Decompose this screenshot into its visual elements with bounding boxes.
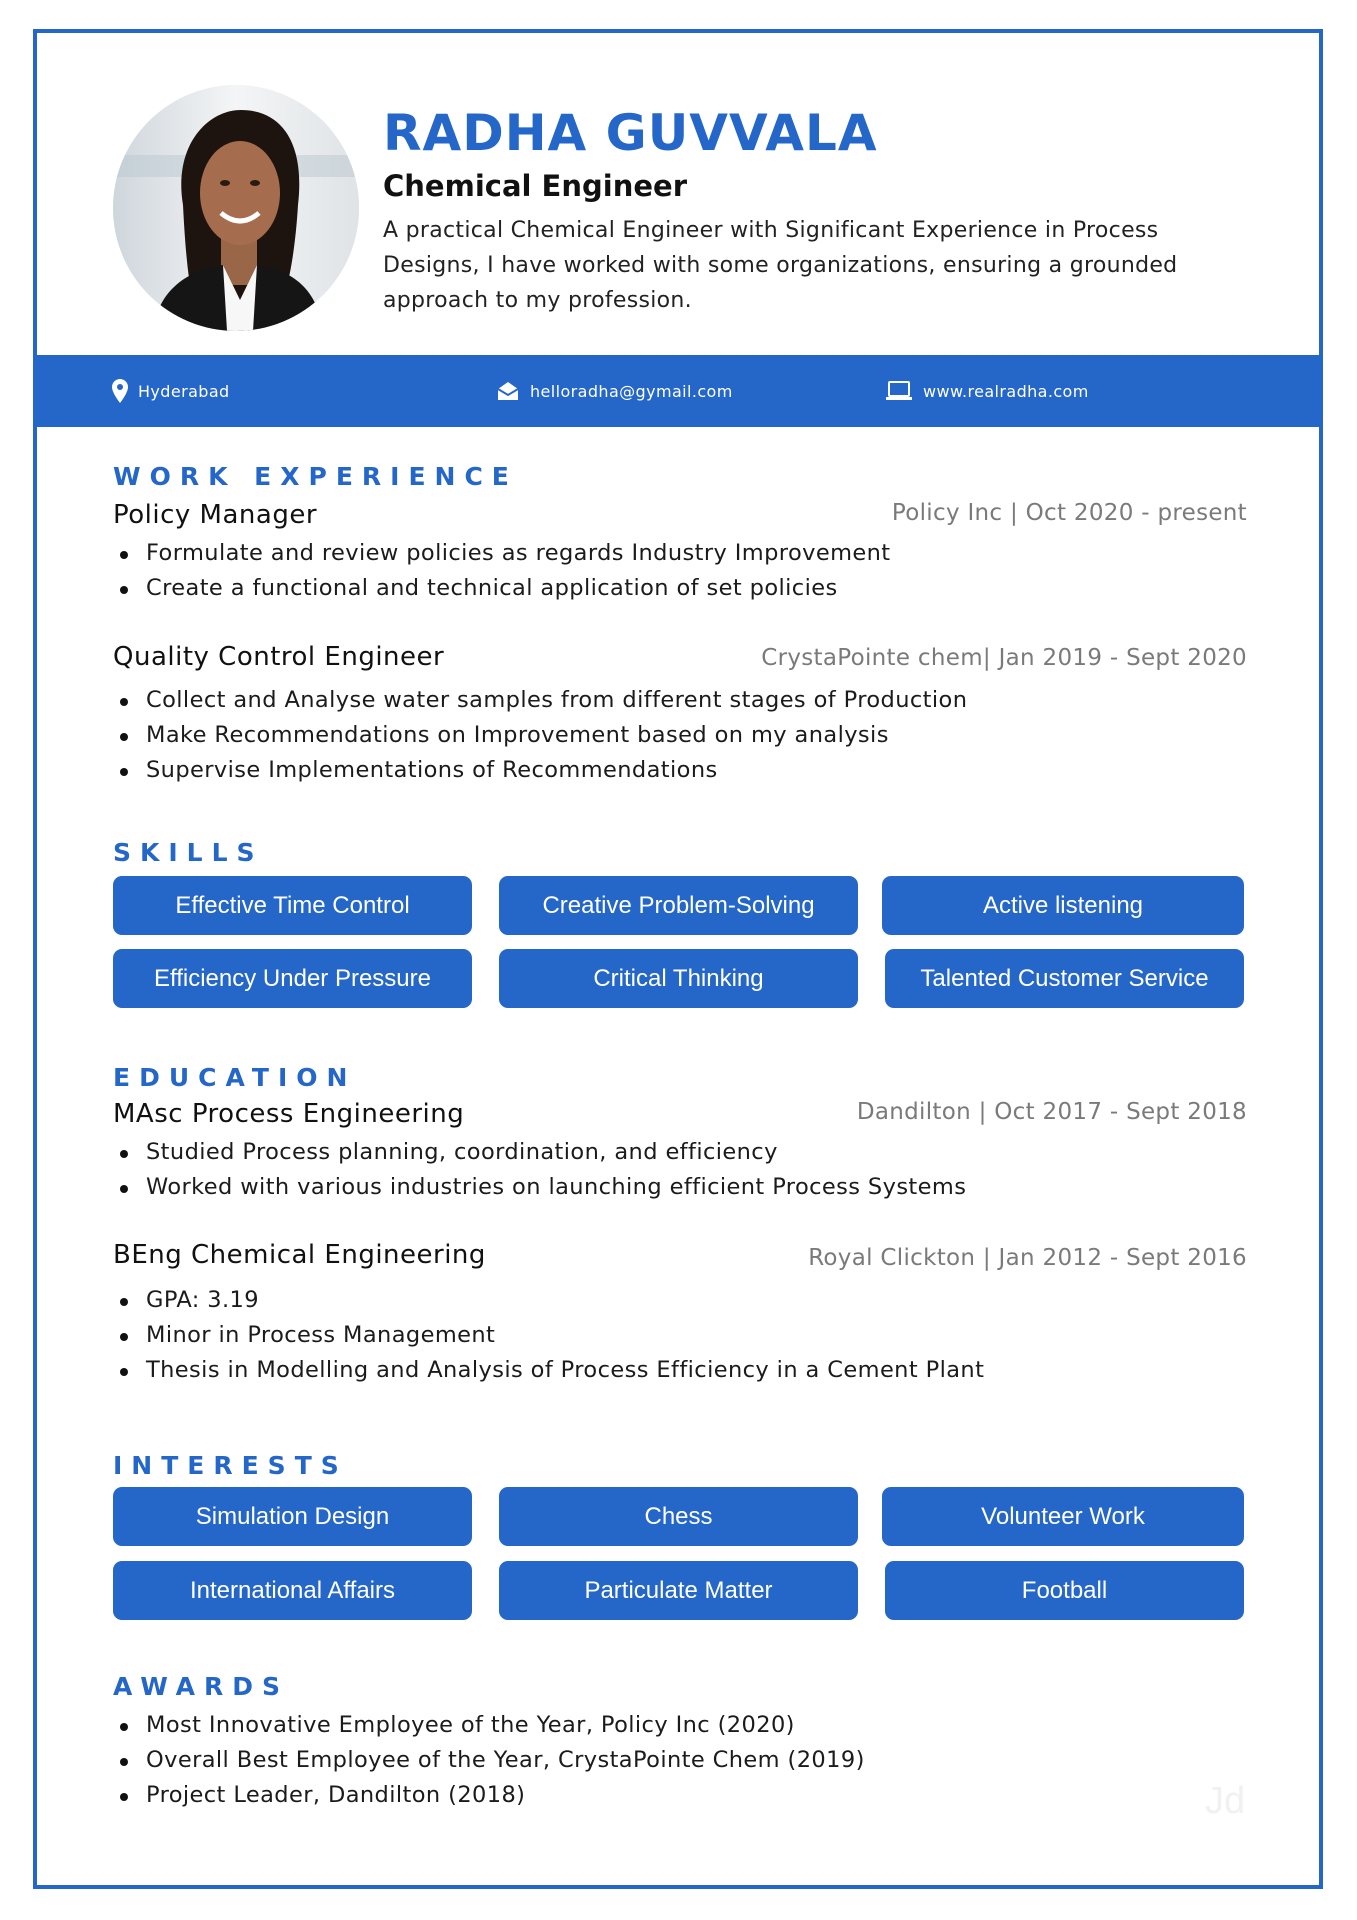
- interest-pill: Particulate Matter: [499, 1561, 858, 1620]
- job-bullets: [113, 683, 967, 788]
- email-text[interactable]: helloradha@gymail.com: [530, 381, 733, 401]
- skill-pill: Efficiency Under Pressure: [113, 949, 472, 1008]
- awards-list: [113, 1708, 865, 1813]
- skill-pill: Effective Time Control: [113, 876, 472, 935]
- envelope-icon: [496, 381, 520, 401]
- list-item: Project Leader, Dandilton (2018): [113, 1778, 865, 1813]
- job-role: Quality Control Engineer: [113, 642, 445, 672]
- contact-bar: [33, 355, 1323, 427]
- candidate-name: RADHA GUVVALA: [383, 104, 878, 162]
- list-item: Make Recommendations on Improvement based on my analysis: [113, 718, 967, 753]
- degree-title: BEng Chemical Engineering: [113, 1240, 486, 1270]
- list-item: Collect and Analyse water samples from different stages of Production: [113, 683, 967, 718]
- job-bullets: [113, 536, 891, 606]
- skill-pill: Active listening: [882, 876, 1244, 935]
- profile-summary: A practical Chemical Engineer with Significant Experience in Process Designs, I have worked with some organizations, ensuring a grounded approach to my profession.: [383, 218, 1178, 313]
- location-pin-icon: [112, 379, 128, 403]
- list-item: Create a functional and technical application of set policies: [113, 571, 891, 606]
- section-title-skills: SKILLS: [113, 838, 264, 867]
- skill-pill: Talented Customer Service: [885, 949, 1244, 1008]
- degree-title: MAsc Process Engineering: [113, 1099, 465, 1129]
- portrait-image: [113, 85, 359, 331]
- profile-photo: [113, 85, 359, 331]
- list-item: Formulate and review policies as regards Industry Improvement: [113, 536, 891, 571]
- section-title-interests: INTERESTS: [113, 1451, 348, 1480]
- website-text[interactable]: www.realradha.com: [923, 381, 1089, 401]
- list-item: Supervise Implementations of Recommendations: [113, 753, 967, 788]
- skill-pill: Critical Thinking: [499, 949, 858, 1008]
- job-meta: CrystaPointe chem| Jan 2019 - Sept 2020: [761, 645, 1247, 671]
- degree-bullets: [113, 1135, 966, 1205]
- watermark-logo: Jd: [1205, 1780, 1246, 1822]
- list-item: Overall Best Employee of the Year, CrystaPointe Chem (2019): [113, 1743, 865, 1778]
- degree-bullets: [113, 1283, 984, 1388]
- interest-pill: Chess: [499, 1487, 858, 1546]
- list-item: Studied Process planning, coordination, and efficiency: [113, 1135, 966, 1170]
- interest-pill: Football: [885, 1561, 1244, 1620]
- contact-email[interactable]: [496, 355, 733, 427]
- section-title-awards: AWARDS: [113, 1672, 290, 1701]
- candidate-job-title: Chemical Engineer: [383, 169, 687, 203]
- list-item: Minor in Process Management: [113, 1318, 984, 1353]
- list-item: Most Innovative Employee of the Year, Policy Inc (2020): [113, 1708, 865, 1743]
- interest-pill: Volunteer Work: [882, 1487, 1244, 1546]
- skill-pill: Creative Problem-Solving: [499, 876, 858, 935]
- job-role: Policy Manager: [113, 500, 318, 530]
- interest-pill: International Affairs: [113, 1561, 472, 1620]
- degree-meta: Dandilton | Oct 2017 - Sept 2018: [856, 1099, 1247, 1125]
- section-title-work-experience: WORK EXPERIENCE: [113, 462, 518, 491]
- list-item: Worked with various industries on launching efficient Process Systems: [113, 1170, 966, 1205]
- list-item: GPA: 3.19: [113, 1283, 984, 1318]
- section-title-education: EDUCATION: [113, 1063, 357, 1092]
- list-item: Thesis in Modelling and Analysis of Process Efficiency in a Cement Plant: [113, 1353, 984, 1388]
- job-meta: Policy Inc | Oct 2020 - present: [891, 500, 1247, 526]
- location-text: Hyderabad: [138, 381, 230, 401]
- contact-location: [112, 355, 230, 427]
- laptop-icon: [885, 381, 913, 401]
- interest-pill: Simulation Design: [113, 1487, 472, 1546]
- degree-meta: Royal Clickton | Jan 2012 - Sept 2016: [808, 1245, 1247, 1271]
- contact-website[interactable]: [885, 355, 1089, 427]
